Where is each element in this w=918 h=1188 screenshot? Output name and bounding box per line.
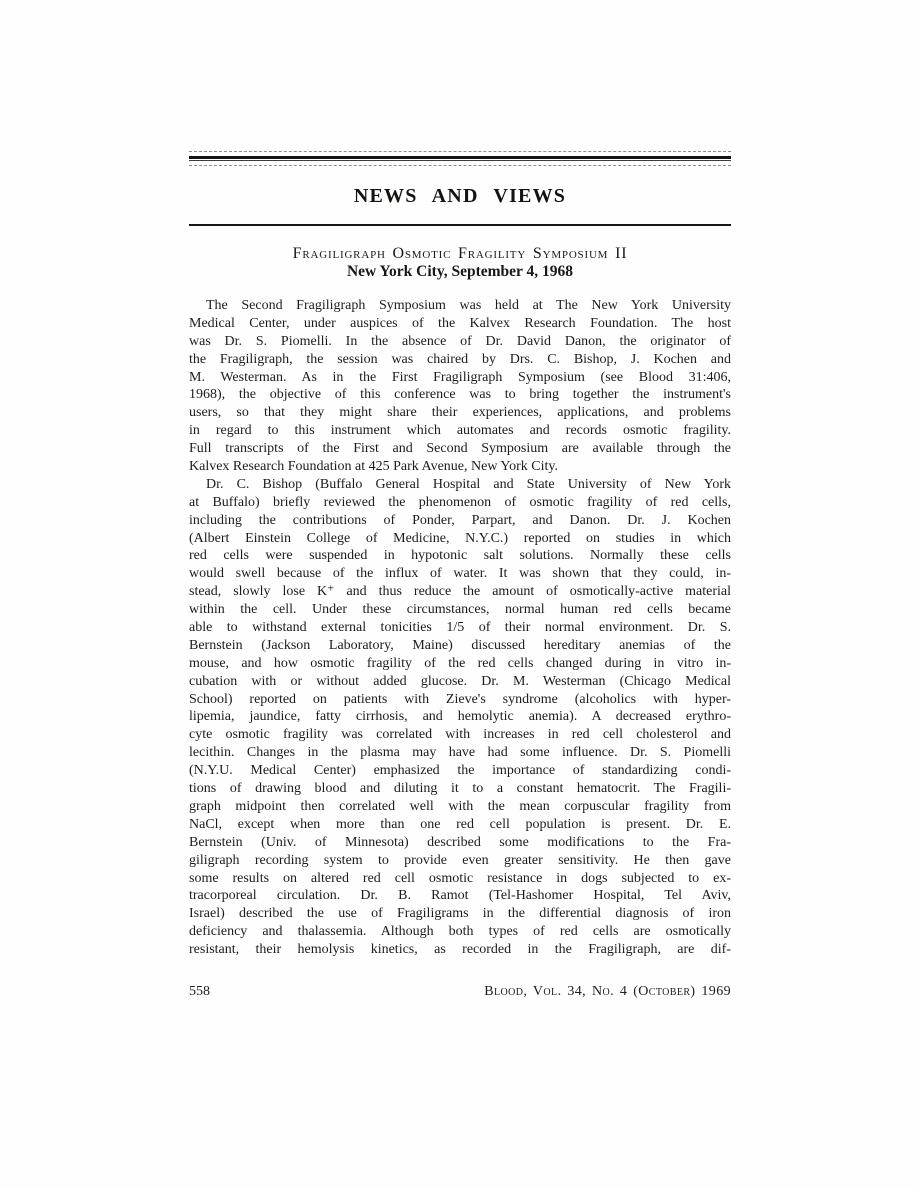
text-line: would swell because of the influx of water. It was shown that they could, in- (189, 566, 731, 582)
page-footer (189, 984, 731, 1000)
text-line: stead, slowly lose K⁺ and thus reduce the amount of osmotically-active material (189, 584, 731, 600)
text-line: Bernstein (Univ. of Minnesota) described some modifications to the Fra- (189, 834, 731, 850)
text-line: The Second Fragiligraph Symposium was held at The New York University (206, 298, 731, 313)
text-line: 1968), the objective of this conference was to bring together the instrument's (189, 387, 731, 403)
text-line: at Buffalo) briefly reviewed the phenomenon of osmotic fragility of red cells, (189, 494, 731, 510)
article-body (189, 297, 731, 959)
text-line: mouse, and how osmotic fragility of the red cells changed during in vitro in- (189, 655, 731, 671)
text-line: cubation with or without added glucose. Dr. M. Westerman (Chicago Medical (189, 673, 731, 689)
page-number: 558 (189, 984, 210, 999)
heavy-rule-line (189, 156, 731, 159)
text-line: within the cell. Under these circumstances, normal human red cells became (189, 602, 731, 618)
text-line: tions of drawing blood and diluting it to a constant hematocrit. The Fragili- (189, 781, 731, 797)
text-line: lipemia, jaundice, fatty cirrhosis, and hemolytic anemia). A decreased erythro- (189, 709, 731, 725)
text-line: able to withstand external tonicities 1/5 of their normal environment. Dr. S. (189, 620, 731, 636)
heavy-rule-subline (189, 160, 731, 161)
text-line: giligraph recording system to provide even greater sensitivity. He then gave (189, 852, 731, 868)
text-line: Full transcripts of the First and Second Symposium are available through the (189, 441, 731, 457)
text-line: including the contributions of Ponder, Parpart, and Danon. Dr. J. Kochen (189, 512, 731, 528)
text-line: graph midpoint then correlated well with the mean corpuscular fragility from (189, 798, 731, 814)
text-line: School) reported on patients with Zieve's syndrome (alcoholics with hyper- (189, 691, 731, 707)
article-heading: Fragiligraph Osmotic Fragility Symposium II (292, 245, 628, 262)
title-divider-rule (189, 224, 731, 226)
text-line: tracorporeal circulation. Dr. B. Ramot (Tel-Hashomer Hospital, Tel Aviv, (189, 888, 731, 904)
text-line: cyte osmotic fragility was correlated with increases in red cell cholesterol and (189, 727, 731, 743)
dashed-rule-line (189, 151, 731, 152)
text-line: some results on altered red cell osmotic resistance in dogs subjected to ex- (189, 870, 731, 886)
dashed-rule-line (189, 165, 731, 166)
text-line: Bernstein (Jackson Laboratory, Maine) discussed hereditary anemias of the (189, 637, 731, 653)
text-line: Israel) described the use of Fragiligrams in the differential diagnosis of iron (189, 906, 731, 922)
text-line: lecithin. Changes in the plasma may have had some influence. Dr. S. Piomelli (189, 745, 731, 761)
journal-citation: Blood, Vol. 34, No. 4 (October) 1969 (484, 984, 731, 999)
article-subheading: New York City, September 4, 1968 (346, 263, 574, 280)
text-line: the Fragiligraph, the session was chaired by Drs. C. Bishop, J. Kochen and (189, 351, 731, 367)
text-line: NaCl, except when more than one red cell population is present. Dr. E. (189, 816, 731, 832)
text-line: M. Westerman. As in the First Fragiligraph Symposium (see Blood 31:406, (189, 369, 731, 385)
text-line: deficiency and thalassemia. Although both types of red cells are osmotically (189, 924, 731, 940)
text-line: Medical Center, under auspices of the Kalvex Research Foundation. The host (189, 315, 731, 331)
text-line: was Dr. S. Piomelli. In the absence of Dr. David Danon, the originator of (189, 333, 731, 349)
text-line: users, so that they might share their experiences, applications, and problems (189, 405, 731, 421)
text-line: Dr. C. Bishop (Buffalo General Hospital and State University of New York (206, 476, 731, 492)
text-line: Kalvex Research Foundation at 425 Park Avenue, New York City. (189, 459, 558, 475)
text-line: (Albert Einstein College of Medicine, N.Y.C.) reported on studies in which (189, 530, 731, 546)
text-line: in regard to this instrument which automates and records osmotic fragility. (189, 423, 731, 439)
text-line: (N.Y.U. Medical Center) emphasized the importance of standardizing condi- (189, 763, 731, 779)
text-line: red cells were suspended in hypotonic salt solutions. Normally these cells (189, 548, 731, 564)
text-line: resistant, their hemolysis kinetics, as recorded in the Fragiligraph, are dif- (189, 942, 731, 958)
section-title: NEWS AND VIEWS (353, 185, 567, 207)
